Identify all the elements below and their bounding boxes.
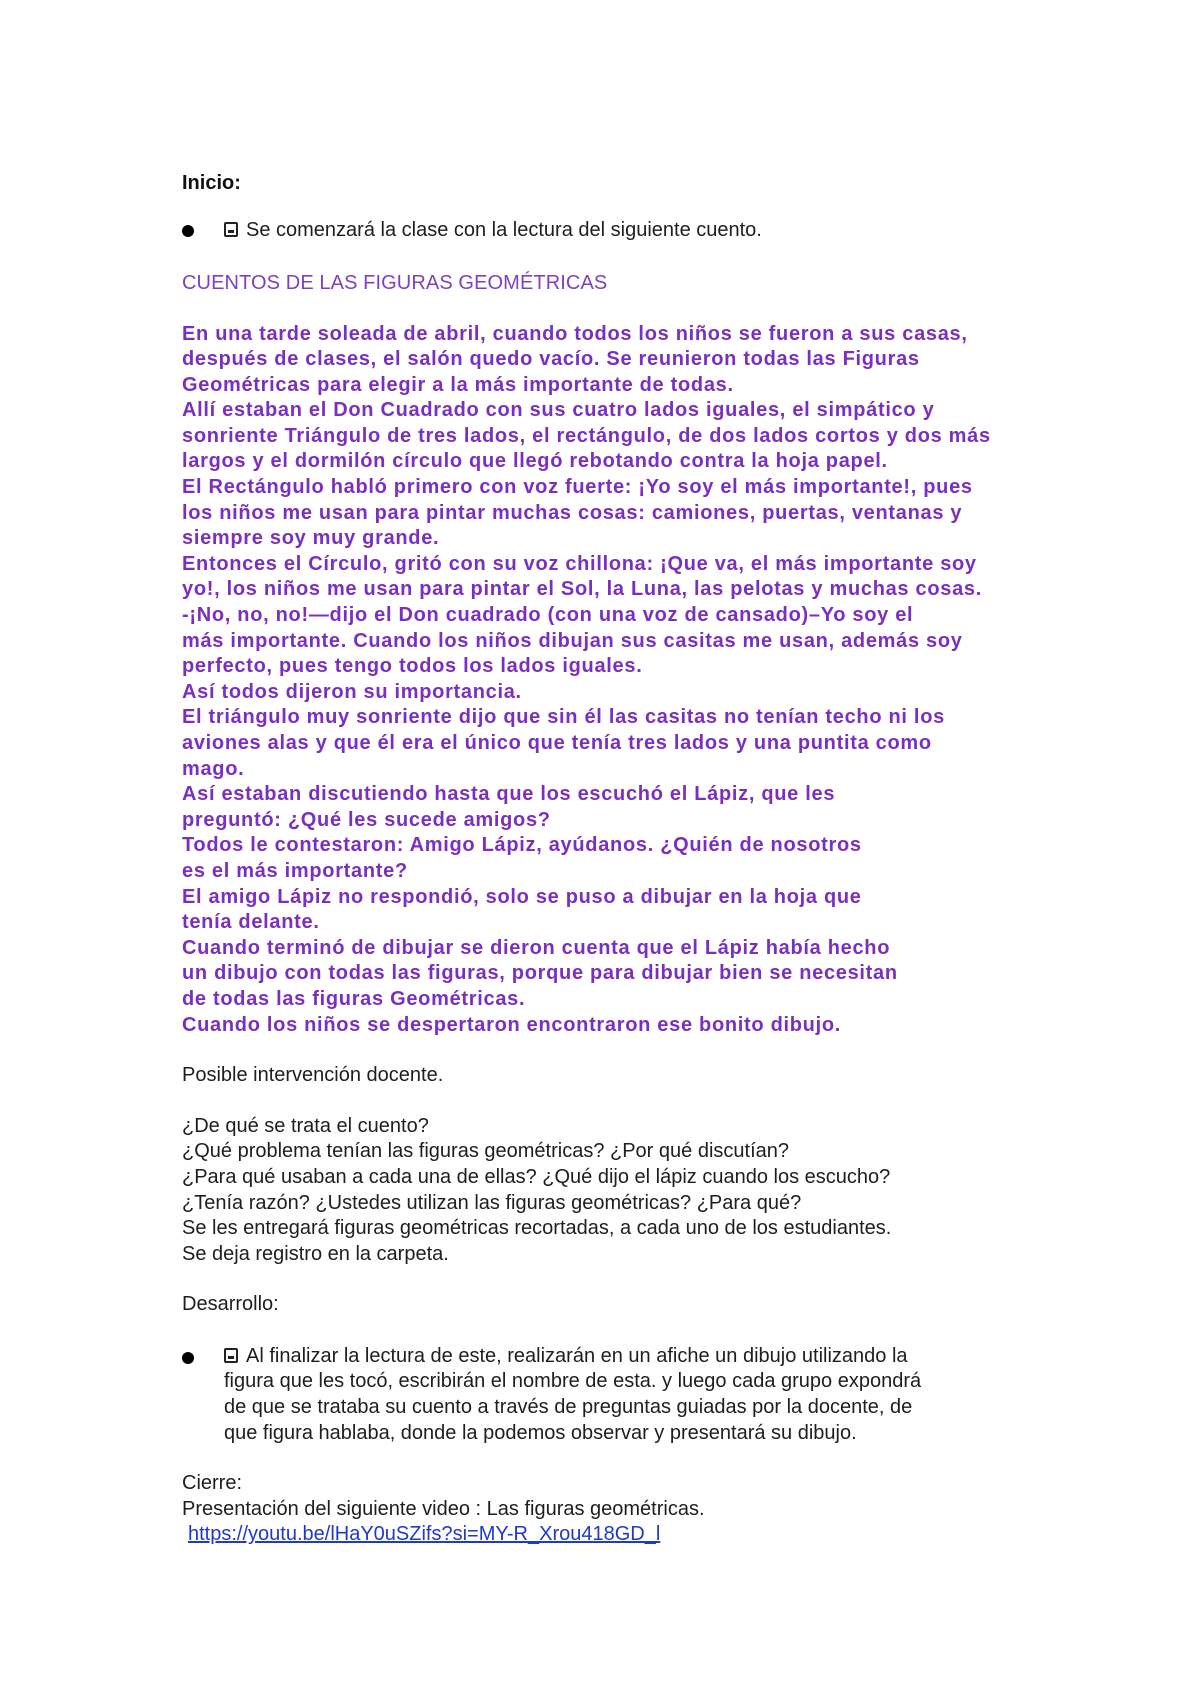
story-line: es el más importante?	[182, 859, 408, 882]
story-line: aviones alas y que él era el único que tenía tres lados y una puntita como	[182, 732, 932, 754]
story-line: En una tarde soleada de abril, cuando todos los niños se fueron a sus casas,	[182, 322, 968, 345]
story-line: Todos le contestaron: Amigo Lápiz, ayúdanos. ¿Quién de nosotros	[182, 834, 862, 857]
story-line: Geométricas para elegir a la más importante de todas.	[182, 373, 734, 396]
document-content	[182, 170, 1062, 1548]
story-line: preguntó: ¿Qué les sucede amigos?	[182, 808, 551, 831]
story-line: sonriente Triángulo de tres lados, el rectángulo, de dos lados cortos y dos más	[182, 424, 991, 447]
story-line: Así estaban discutiendo hasta que los escuchó el Lápiz, que les	[182, 783, 836, 806]
story-line: Cuando terminó de dibujar se dieron cuenta que el Lápiz había hecho	[182, 936, 891, 959]
story-line: yo!, los niños me usan para pintar el Sol, la Luna, las pelotas y muchas cosas.	[182, 578, 982, 601]
bullet-text-line: Al finalizar la lectura de este, realizarán en un afiche un dibujo utilizando la	[246, 1344, 908, 1367]
cierre-text: Presentación del siguiente video : Las figuras geométricas.	[182, 1497, 705, 1520]
story-line: los niños me usan para pintar muchas cosas: camiones, puertas, ventanas y	[182, 501, 963, 524]
bullet-item-inicio	[182, 218, 1062, 244]
story-line: después de clases, el salón quedo vacío. Se reunieron todas las Figuras	[182, 348, 920, 371]
story-line: un dibujo con todas las figuras, porque para dibujar bien se necesitan	[182, 962, 898, 985]
story-line: -¡No, no, no!—dijo el Don cuadrado (con una voz de cansado)–Yo soy el	[182, 604, 914, 627]
question-line: ¿Para qué usaban a cada una de ellas? ¿Qué dijo el lápiz cuando los escucho?	[182, 1165, 891, 1188]
story-line: siempre soy muy grande.	[182, 527, 440, 550]
question-line: ¿De qué se trata el cuento?	[182, 1114, 429, 1137]
story-line: El amigo Lápiz no respondió, solo se puso a dibujar en la hoja que	[182, 885, 862, 908]
doc-symbol-icon	[224, 1348, 238, 1363]
bullet-text-line: que figura hablaba, donde la podemos observar y presentará su dibujo.	[224, 1421, 857, 1444]
cierre-section	[182, 1471, 1062, 1548]
story-line: de todas las figuras Geométricas.	[182, 987, 526, 1010]
story-title: CUENTOS DE LAS FIGURAS GEOMÉTRICAS	[182, 271, 608, 294]
story-line: mago.	[182, 757, 245, 780]
story-line: Cuando los niños se despertaron encontraron ese bonito dibujo.	[182, 1013, 842, 1036]
bullet-dot-icon	[182, 225, 194, 237]
bullet-dot-icon	[182, 1352, 194, 1364]
section-heading-desarrollo: Desarrollo:	[182, 1293, 279, 1316]
section-heading-cierre: Cierre:	[182, 1472, 243, 1495]
doc-symbol-icon	[224, 222, 238, 237]
bullet-text-line: de que se trataba su cuento a través de preguntas guiadas por la docente, de	[224, 1396, 913, 1419]
question-line: ¿Qué problema tenían las figuras geométricas? ¿Por qué discutían?	[182, 1140, 789, 1163]
story-line: Entonces el Círculo, gritó con su voz chillona: ¡Que va, el más importante soy	[182, 552, 977, 575]
video-link[interactable]: https://youtu.be/lHaY0uSZifs?si=MY-R_Xrou418GD_l	[188, 1523, 661, 1546]
bullet-item-desarrollo	[182, 1344, 1062, 1446]
story-line: El Rectángulo habló primero con voz fuerte: ¡Yo soy el más importante!, pues	[182, 476, 973, 499]
story-line: Así todos dijeron su importancia.	[182, 680, 522, 703]
instruction-line: Se deja registro en la carpeta.	[182, 1242, 449, 1265]
story-line: largos y el dormilón círculo que llegó rebotando contra la hoja papel.	[182, 450, 888, 473]
desarrollo-section	[182, 1292, 1062, 1318]
story-line: perfecto, pues tengo todos los lados iguales.	[182, 655, 643, 678]
question-line: ¿Tenía razón? ¿Ustedes utilizan las figuras geométricas? ¿Para qué?	[182, 1191, 802, 1214]
instruction-line: Se les entregará figuras geométricas recortadas, a cada uno de los estudiantes.	[182, 1217, 892, 1240]
intervencion-section	[182, 1063, 1062, 1267]
story-line: Allí estaban el Don Cuadrado con sus cuatro lados iguales, el simpático y	[182, 399, 935, 422]
story-line: El triángulo muy sonriente dijo que sin él las casitas no tenían techo ni los	[182, 706, 945, 729]
bullet-text-line: figura que les tocó, escribirán el nombre de esta. y luego cada grupo expondrá	[224, 1370, 922, 1393]
bullet-text-inicio: Se comenzará la clase con la lectura del siguiente cuento.	[246, 219, 762, 241]
story-line: más importante. Cuando los niños dibujan sus casitas me usan, además soy	[182, 629, 963, 652]
section-heading-inicio: Inicio:	[182, 172, 241, 194]
story-body	[182, 322, 1062, 1039]
story-line: tenía delante.	[182, 911, 320, 934]
section-heading-intervencion: Posible intervención docente.	[182, 1064, 444, 1087]
